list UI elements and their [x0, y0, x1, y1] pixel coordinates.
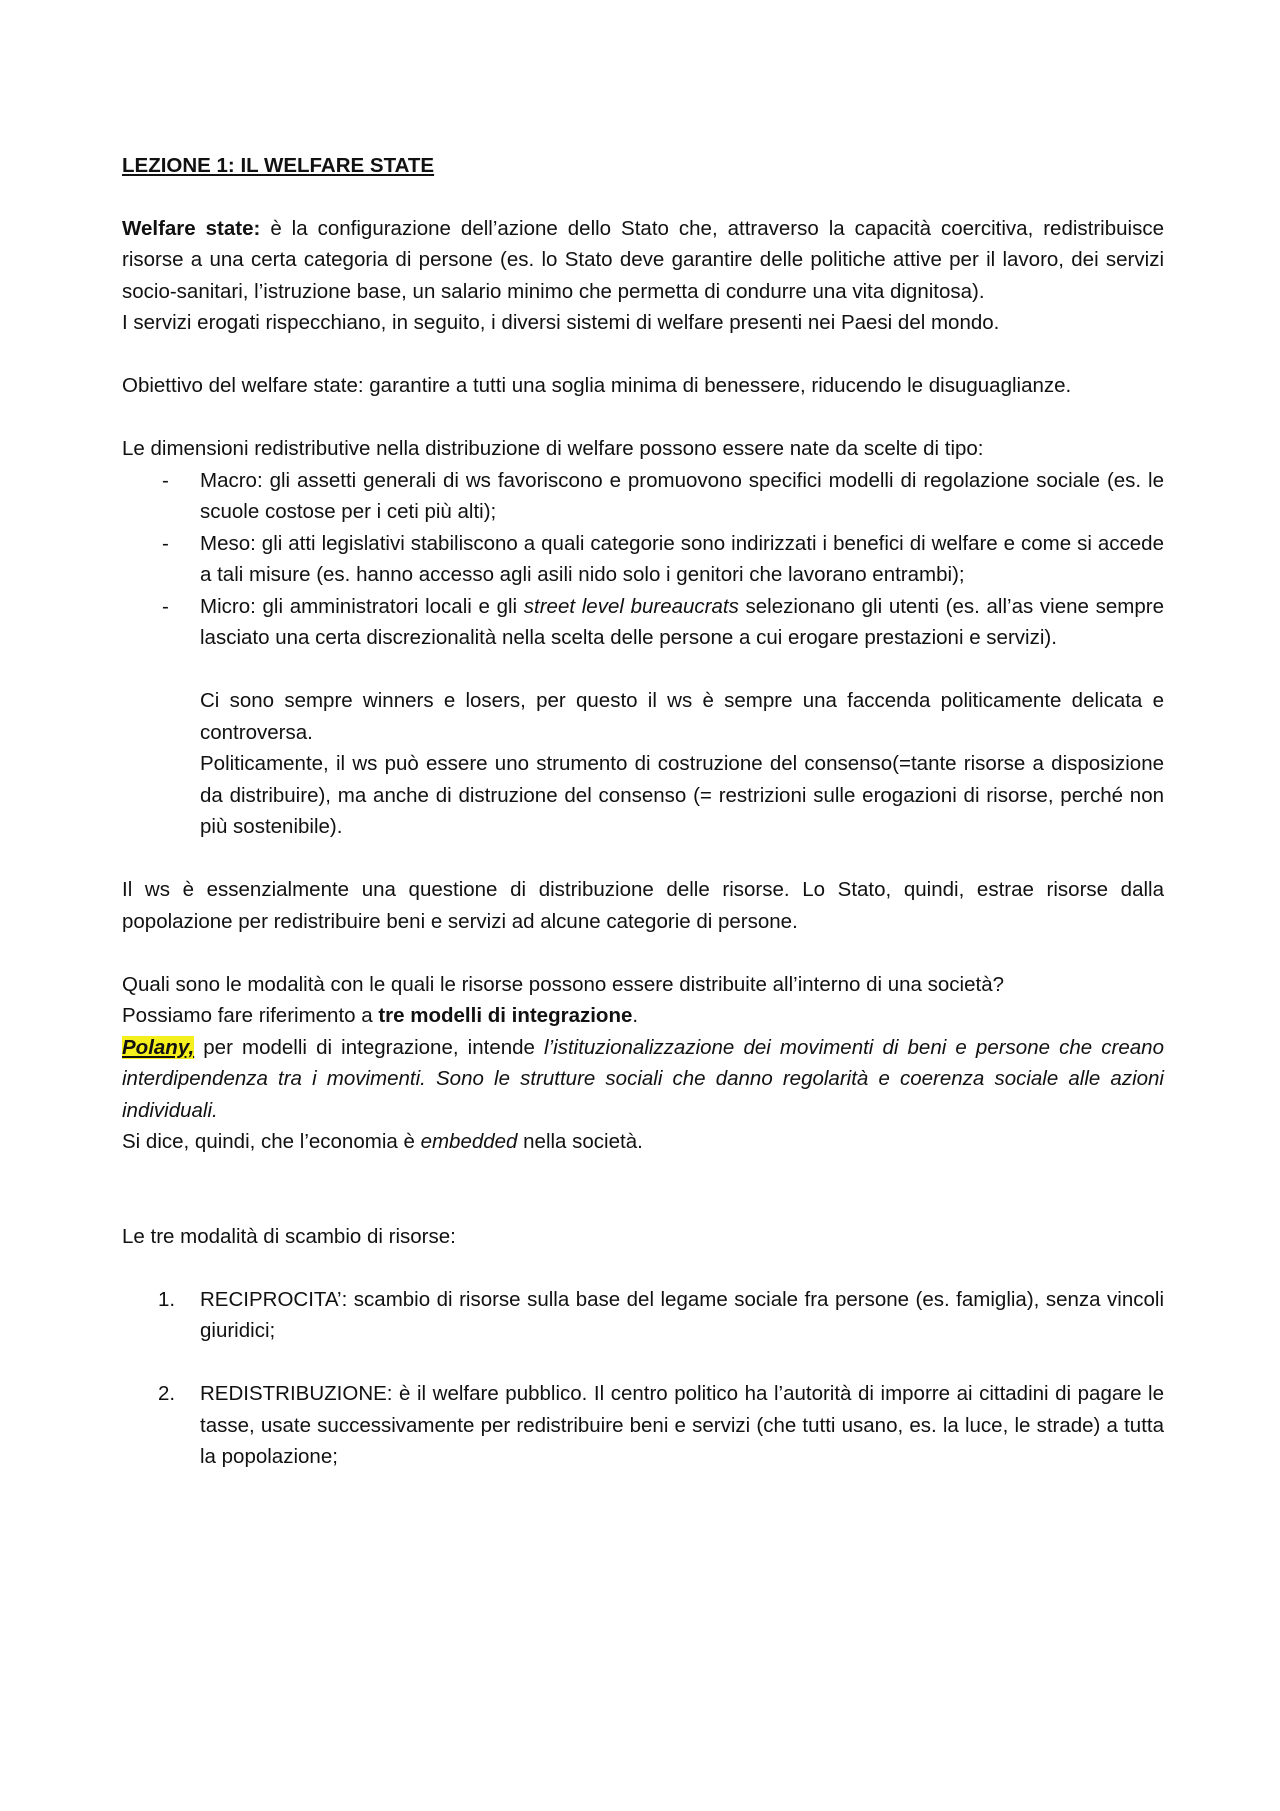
polany-mid: per modelli di integrazione, intende — [194, 1035, 545, 1059]
list-number: 2. — [158, 1382, 176, 1405]
reference-before: Possiamo fare riferimento a — [122, 1004, 379, 1027]
list-marker: - — [162, 468, 169, 492]
list-marker: - — [162, 531, 169, 555]
embedded-italic: embedded — [420, 1130, 518, 1153]
document-page — [122, 150, 1164, 1473]
embedded-after: nella società. — [517, 1130, 643, 1153]
list-item-text: RECIPROCITA’: scambio di risorse sulla base del legame sociale fra persone (es. famiglia), senza vincoli giuridici; — [200, 1287, 1164, 1342]
list-item-meso — [122, 528, 1164, 591]
political-paragraph: Politicamente, il ws può essere uno strumento di costruzione del consenso(=tante risorse a disposizione da distribuire), ma anche di distruzione del consenso (= restrizioni sulle erogazioni di risorse, perché non più sostenibile). — [200, 752, 1164, 838]
objective-paragraph: Obiettivo del welfare state: garantire a tutti una soglia minima di benessere, riducendo le disuguaglianze. — [122, 374, 1072, 397]
embedded-paragraph — [122, 1126, 1164, 1158]
services-paragraph: I servizi erogati rispecchiano, in seguito, i diversi sistemi di welfare presenti nei Paesi del mondo. — [122, 311, 1000, 334]
document-title: LEZIONE 1: IL WELFARE STATE — [122, 154, 435, 177]
list-item-text: Meso: gli atti legislativi stabiliscono a quali categorie sono indirizzati i benefici di welfare e come si accede a tali misure (es. hanno accesso agli asili nido solo i genitori che lavorano entrambi); — [200, 531, 1164, 586]
reference-paragraph — [122, 1000, 1164, 1032]
dimensions-intro: Le dimensioni redistributive nella distribuzione di welfare possono essere nate da scelte di tipo: — [122, 437, 984, 460]
polany-italic: l’istituzionalizzazione dei movimenti di beni e persone che creano interdipendenza tra i movimenti. Sono le strutture sociali che danno regolarità e coerenza sociale alle azioni individuali. — [122, 1035, 1164, 1122]
list-item-redistribuzione — [122, 1378, 1164, 1473]
list-item-text-after: selezionano gli utenti (es. all’as viene sempre lasciato una certa discrezionalità nella scelta delle persone a cui erogare prestazioni e servizi). — [200, 594, 1164, 649]
distribution-paragraph: Il ws è essenzialmente una questione di distribuzione delle risorse. Lo Stato, quindi, estrae risorse dalla popolazione per redistribuire beni e servizi ad alcune categorie di persone. — [122, 878, 1164, 933]
list-item-text-before: Micro: gli amministratori locali e gli — [200, 594, 524, 618]
list-item-text: Macro: gli assetti generali di ws favoriscono e promuovono specifici modelli di regolazione sociale (es. le scuole costose per i ceti più alti); — [200, 468, 1164, 523]
list-number: 1. — [158, 1287, 176, 1311]
welfare-definition — [122, 213, 1164, 308]
question-paragraph: Quali sono le modalità con le quali le risorse possono essere distribuite all’interno di una società? — [122, 972, 1005, 996]
list-item-reciprocita — [122, 1284, 1164, 1347]
modes-intro: Le tre modalità di scambio di risorse: — [122, 1224, 456, 1248]
definition-term: Welfare state: — [122, 216, 261, 240]
reference-after: . — [632, 1004, 639, 1027]
definition-body: è la configurazione dell’azione dello Stato che, attraverso la capacità coercitiva, redistribuisce risorse a una certa categoria di persone (es. lo Stato deve garantire delle politiche attive per il lavoro, dei servizi socio-sanitari, l’istruzione base, un salario minimo che permetta di condurre una vita dignitosa). — [122, 216, 1164, 303]
list-item-text: REDISTRIBUZIONE: è il welfare pubblico. Il centro politico ha l’autorità di imporre ai cittadini di pagare le tasse, usate successivamente per redistribuire beni e servizi (che tutti usano, es. la luce, le strade) a tutta la popolazione; — [200, 1382, 1164, 1468]
winners-paragraph: Ci sono sempre winners e losers, per questo il ws è sempre una faccenda politicamente delicata e controversa. — [200, 689, 1164, 744]
embedded-before: Si dice, quindi, che l’economia è — [122, 1130, 421, 1153]
list-marker: - — [162, 594, 169, 618]
polany-highlight: Polany, — [122, 1035, 195, 1059]
dimensions-list — [122, 465, 1164, 654]
list-item-macro — [122, 465, 1164, 528]
list-item-italic: street level bureaucrats — [523, 594, 739, 618]
modes-list — [122, 1284, 1164, 1473]
list-item-micro — [122, 591, 1164, 654]
polany-paragraph — [122, 1032, 1164, 1127]
reference-bold: tre modelli di integrazione — [378, 1004, 633, 1027]
